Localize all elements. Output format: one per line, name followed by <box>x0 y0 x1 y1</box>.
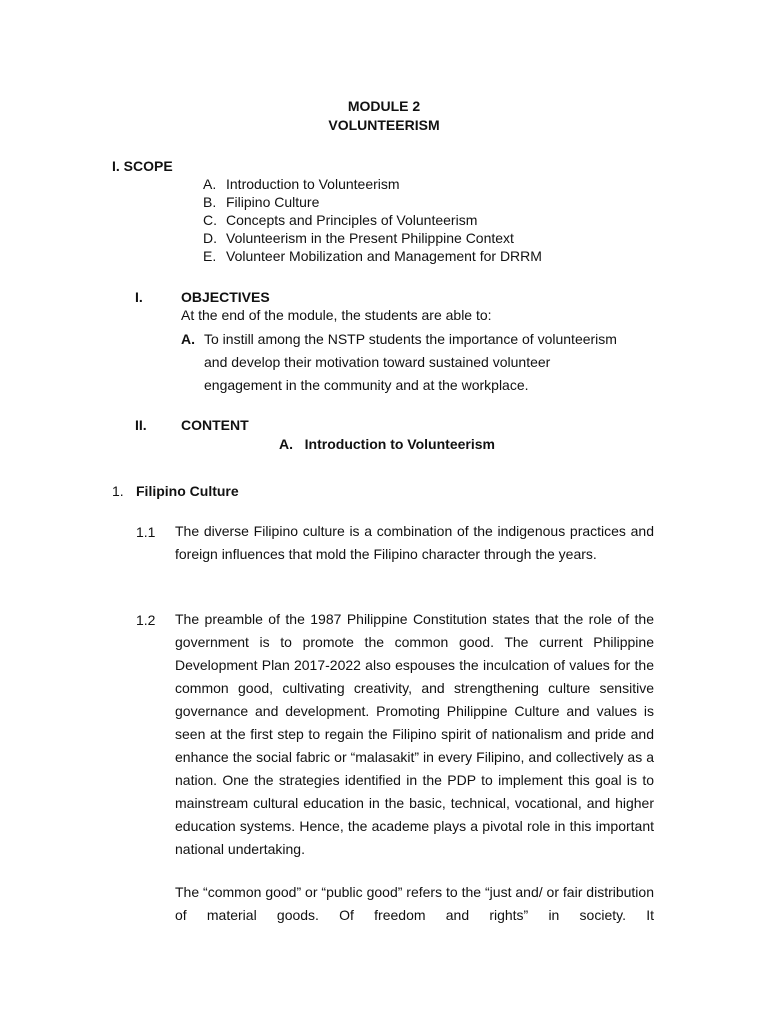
scope-item: Concepts and Principles of Volunteerism <box>226 212 478 228</box>
scope-item: Introduction to Volunteerism <box>226 176 400 192</box>
objective-line: engagement in the community and at the workplace. <box>204 377 529 393</box>
objectives-numeral: I. <box>135 289 143 305</box>
scope-item: Volunteerism in the Present Philippine Context <box>226 230 514 246</box>
paragraph-number: 1.2 <box>136 612 156 628</box>
scope-item-letter: C. <box>203 212 217 228</box>
module-label: MODULE 2 <box>347 98 421 114</box>
objective-letter: A. <box>181 331 195 347</box>
objectives-intro: At the end of the module, the students are able to: <box>181 307 492 323</box>
paragraph: The diverse Filipino culture is a combination of the indigenous practices and foreign influences that mold the Filipino character through the years. <box>175 523 654 562</box>
page-title: VOLUNTEERISM <box>328 117 440 133</box>
scope-item: Filipino Culture <box>226 194 320 210</box>
paragraph: The “common good” or “public good” refers to the “just and/ or fair distribution of material goods. Of freedom and rights” in society. It <box>175 884 654 923</box>
scope-heading: I. SCOPE <box>112 158 173 174</box>
objectives-heading: OBJECTIVES <box>181 289 270 305</box>
scope-item-letter: B. <box>203 194 217 210</box>
scope-item-letter: D. <box>203 230 217 246</box>
scope-item: Volunteer Mobilization and Management for DRRM <box>226 248 542 264</box>
section-title: Filipino Culture <box>136 483 239 499</box>
objective-line: To instill among the NSTP students the importance of volunteerism <box>204 331 617 347</box>
scope-item-letter: A. <box>203 176 217 192</box>
section-number: 1. <box>112 483 124 499</box>
paragraph: The preamble of the 1987 Philippine Constitution states that the role of the government is to promote the common good. The current Philippine Development Plan 2017-2022 also espouses the inculcation of values for the common good, cultivating creativity, and strengthening culture sensitive governance and development. Promoting Philippine Culture and values is seen at the first step to regain the Filipino spirit of nationalism and pride and enhance the social fabric or “malasakit” in every Filipino, and collectively as a nation. One the strategies identified in the PDP to implement this goal is to mainstream cultural education in the basic, technical, vocational, and higher education systems. Hence, the academe plays a pivotal role in this important national undertaking. <box>175 611 654 857</box>
content-subheading: A. Introduction to Volunteerism <box>279 436 495 452</box>
paragraph-number: 1.1 <box>136 524 156 540</box>
objective-line: and develop their motivation toward sustained volunteer <box>204 354 551 370</box>
content-numeral: II. <box>135 417 147 433</box>
scope-item-letter: E. <box>203 248 217 264</box>
content-heading: CONTENT <box>181 417 249 433</box>
